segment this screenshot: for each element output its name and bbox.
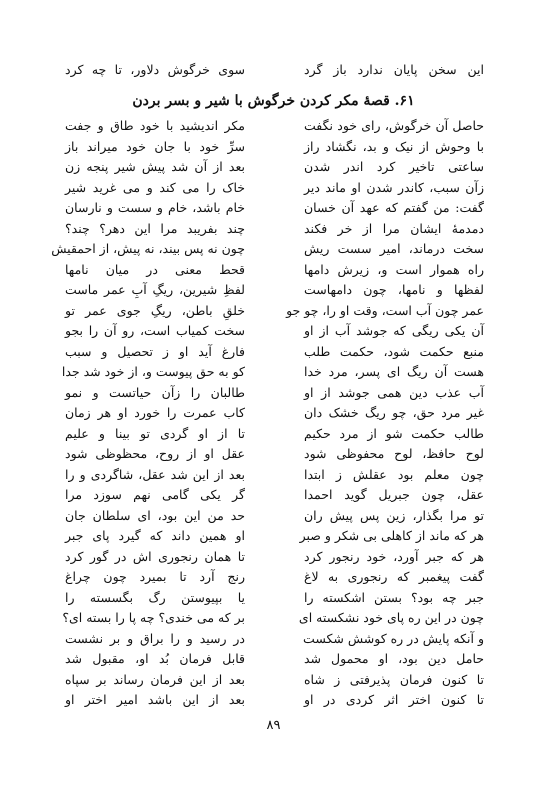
verse-line: تا کنون اختر اثر کردی در او	[304, 692, 484, 707]
verse-line: بعد از این فرمان رساند بر سپاه	[65, 671, 245, 687]
verse-line: طالب حکمت شو از مرد حکیم	[304, 425, 484, 441]
verse-line: هر که جبر آورد، خود رنجور کرد	[304, 548, 484, 564]
verse-line: تا کنون فرمان پذیرفتی ز شاه	[304, 671, 484, 687]
verse-line: بعد از این شد عقل، شاگردی و را	[65, 466, 245, 482]
verse-line: لوح حافظ، لوح محفوظی شود	[304, 446, 484, 461]
verse-line: هر که ماند از کاهلی بی شکر و صبر	[299, 528, 484, 543]
section-heading: ۶۱. قصهٔ مکر کردن خرگوش با شیر و بسر بردن	[132, 93, 415, 109]
verse-line: لفظِ شیرین، ریگِ آبِ عمر ماست	[65, 282, 245, 297]
verse-line: سخت درماند، امیر سست ریش	[304, 241, 484, 256]
verse-line: آب عذب دین همی جوشد از او	[304, 384, 484, 400]
verse-line: سخت کمیاب است، رو آن را بجو	[65, 323, 245, 338]
verse-line: سرِّ خود با جان خود میراند باز	[65, 138, 245, 154]
top-verse-right: این سخن پایان ندارد باز گرد	[304, 62, 484, 77]
verse-line: خاک را می کند و می غرید شیر	[65, 179, 245, 195]
verse-line: و آنکه پایش در ره کوشش شکست	[303, 630, 484, 646]
verse-line: منبع حکمت شود، حکمت طلب	[304, 343, 484, 359]
verse-line: جبر چه بود؟ بستن اشکسته را	[304, 589, 484, 605]
verse-line: بعد از این باشد امیر اختر او	[65, 692, 245, 707]
verse-line: بعد از آن شد پیش شیر پنجه زن	[65, 159, 245, 174]
verse-line: قابل فرمان بُد او، مقبول شد	[65, 651, 245, 666]
verse-line: گفت پیغمبر که رنجوری به لاغ	[304, 569, 484, 584]
verse-line: چون نه پس بیند، نه پیش، از احمقیش	[51, 241, 245, 256]
verse-line: عقل، چون جبریل گوید احمدا	[304, 487, 484, 502]
verse-line: غیر مرد حق، چو ریگ خشک دان	[304, 405, 484, 420]
verse-line: گر یکی گامی نهم سوزد مرا	[65, 487, 245, 502]
verse-line: خلقِ باطن، ریگِ جوی عمر تو	[65, 302, 245, 318]
verse-line: چون در این ره پای خود نشکسته ای	[298, 610, 484, 625]
page-number: ۸۹	[266, 718, 281, 733]
verse-line: کاب عمرت را خورد او هر زمان	[65, 405, 245, 420]
verse-line: رنج آرد تا بمیرد چون چراغ	[65, 569, 245, 584]
verse-line: او همین داند که گیرد پای جبر	[65, 528, 245, 543]
verse-line: با وحوش از نیک و بد، نگشاد راز	[304, 138, 484, 154]
verse-line: یا بپیوستن رگ بگسسته را	[65, 589, 245, 605]
verse-line: گفت: من گفتم که عهد آن خسان	[304, 200, 484, 215]
verse-line: حامل دین بود، او محمول شد	[304, 651, 484, 666]
verse-line: آن یکی ریگی که جوشد آب از او	[304, 323, 484, 338]
verse-line: مکر اندیشید با خود طاق و جفت	[65, 118, 245, 133]
verse-line: کو به حق پیوست و، از خود شد جدا	[61, 364, 245, 379]
verse-line: راه هموار است و، زیرش دامها	[304, 261, 484, 277]
verse-line: عمر چون آب است، وقت او را، چو جو	[286, 302, 484, 318]
verse-line: قحط معنی در میان نامها	[65, 261, 245, 277]
verse-line: لفظها و نامها، چون دامهاست	[304, 282, 484, 297]
verse-line: تو مرا بگذار، زین پس پیش ران	[304, 507, 484, 523]
verse-line: فارغ آید او ز تحصیل و سبب	[65, 343, 245, 359]
verse-line: بر که می خندی؟ چه پا را بسته ای؟	[62, 610, 245, 625]
verse-line: در رسید و را براق و بر نشست	[65, 630, 245, 646]
verse-line: حاصل آن خرگوش، رای خود نگفت	[304, 118, 484, 133]
verse-line: دمدمهٔ ایشان مرا از خر فکند	[304, 220, 484, 236]
verse-line: زآن سبب، کاندر شدن او ماند دیر	[304, 179, 484, 195]
verse-line: چند بفریبد مرا این دهر؟ چند؟	[65, 220, 245, 236]
top-verse-left: سوی خرگوش دلاور، تا چه کرد	[65, 62, 245, 77]
verse-line: عقل او از روح، محظوظی شود	[65, 446, 245, 461]
verse-line: طالبان را زآن حیاتست و نمو	[65, 384, 245, 400]
verse-line: چون معلم بود عقلش ز ابتدا	[304, 466, 484, 482]
verse-line: خام باشد، خام و سست و نارسان	[65, 200, 245, 215]
verse-line: ساعتی تاخیر کرد اندر شدن	[304, 159, 484, 174]
verse-line: تا همان رنجوری اش در گور کرد	[65, 548, 245, 564]
verse-line: تا از او گردی تو بینا و علیم	[65, 425, 245, 441]
verse-line: هست آن ریگ ای پسر، مرد خدا	[304, 364, 484, 379]
verse-line: حد من این بود، ای سلطان جان	[65, 507, 245, 523]
